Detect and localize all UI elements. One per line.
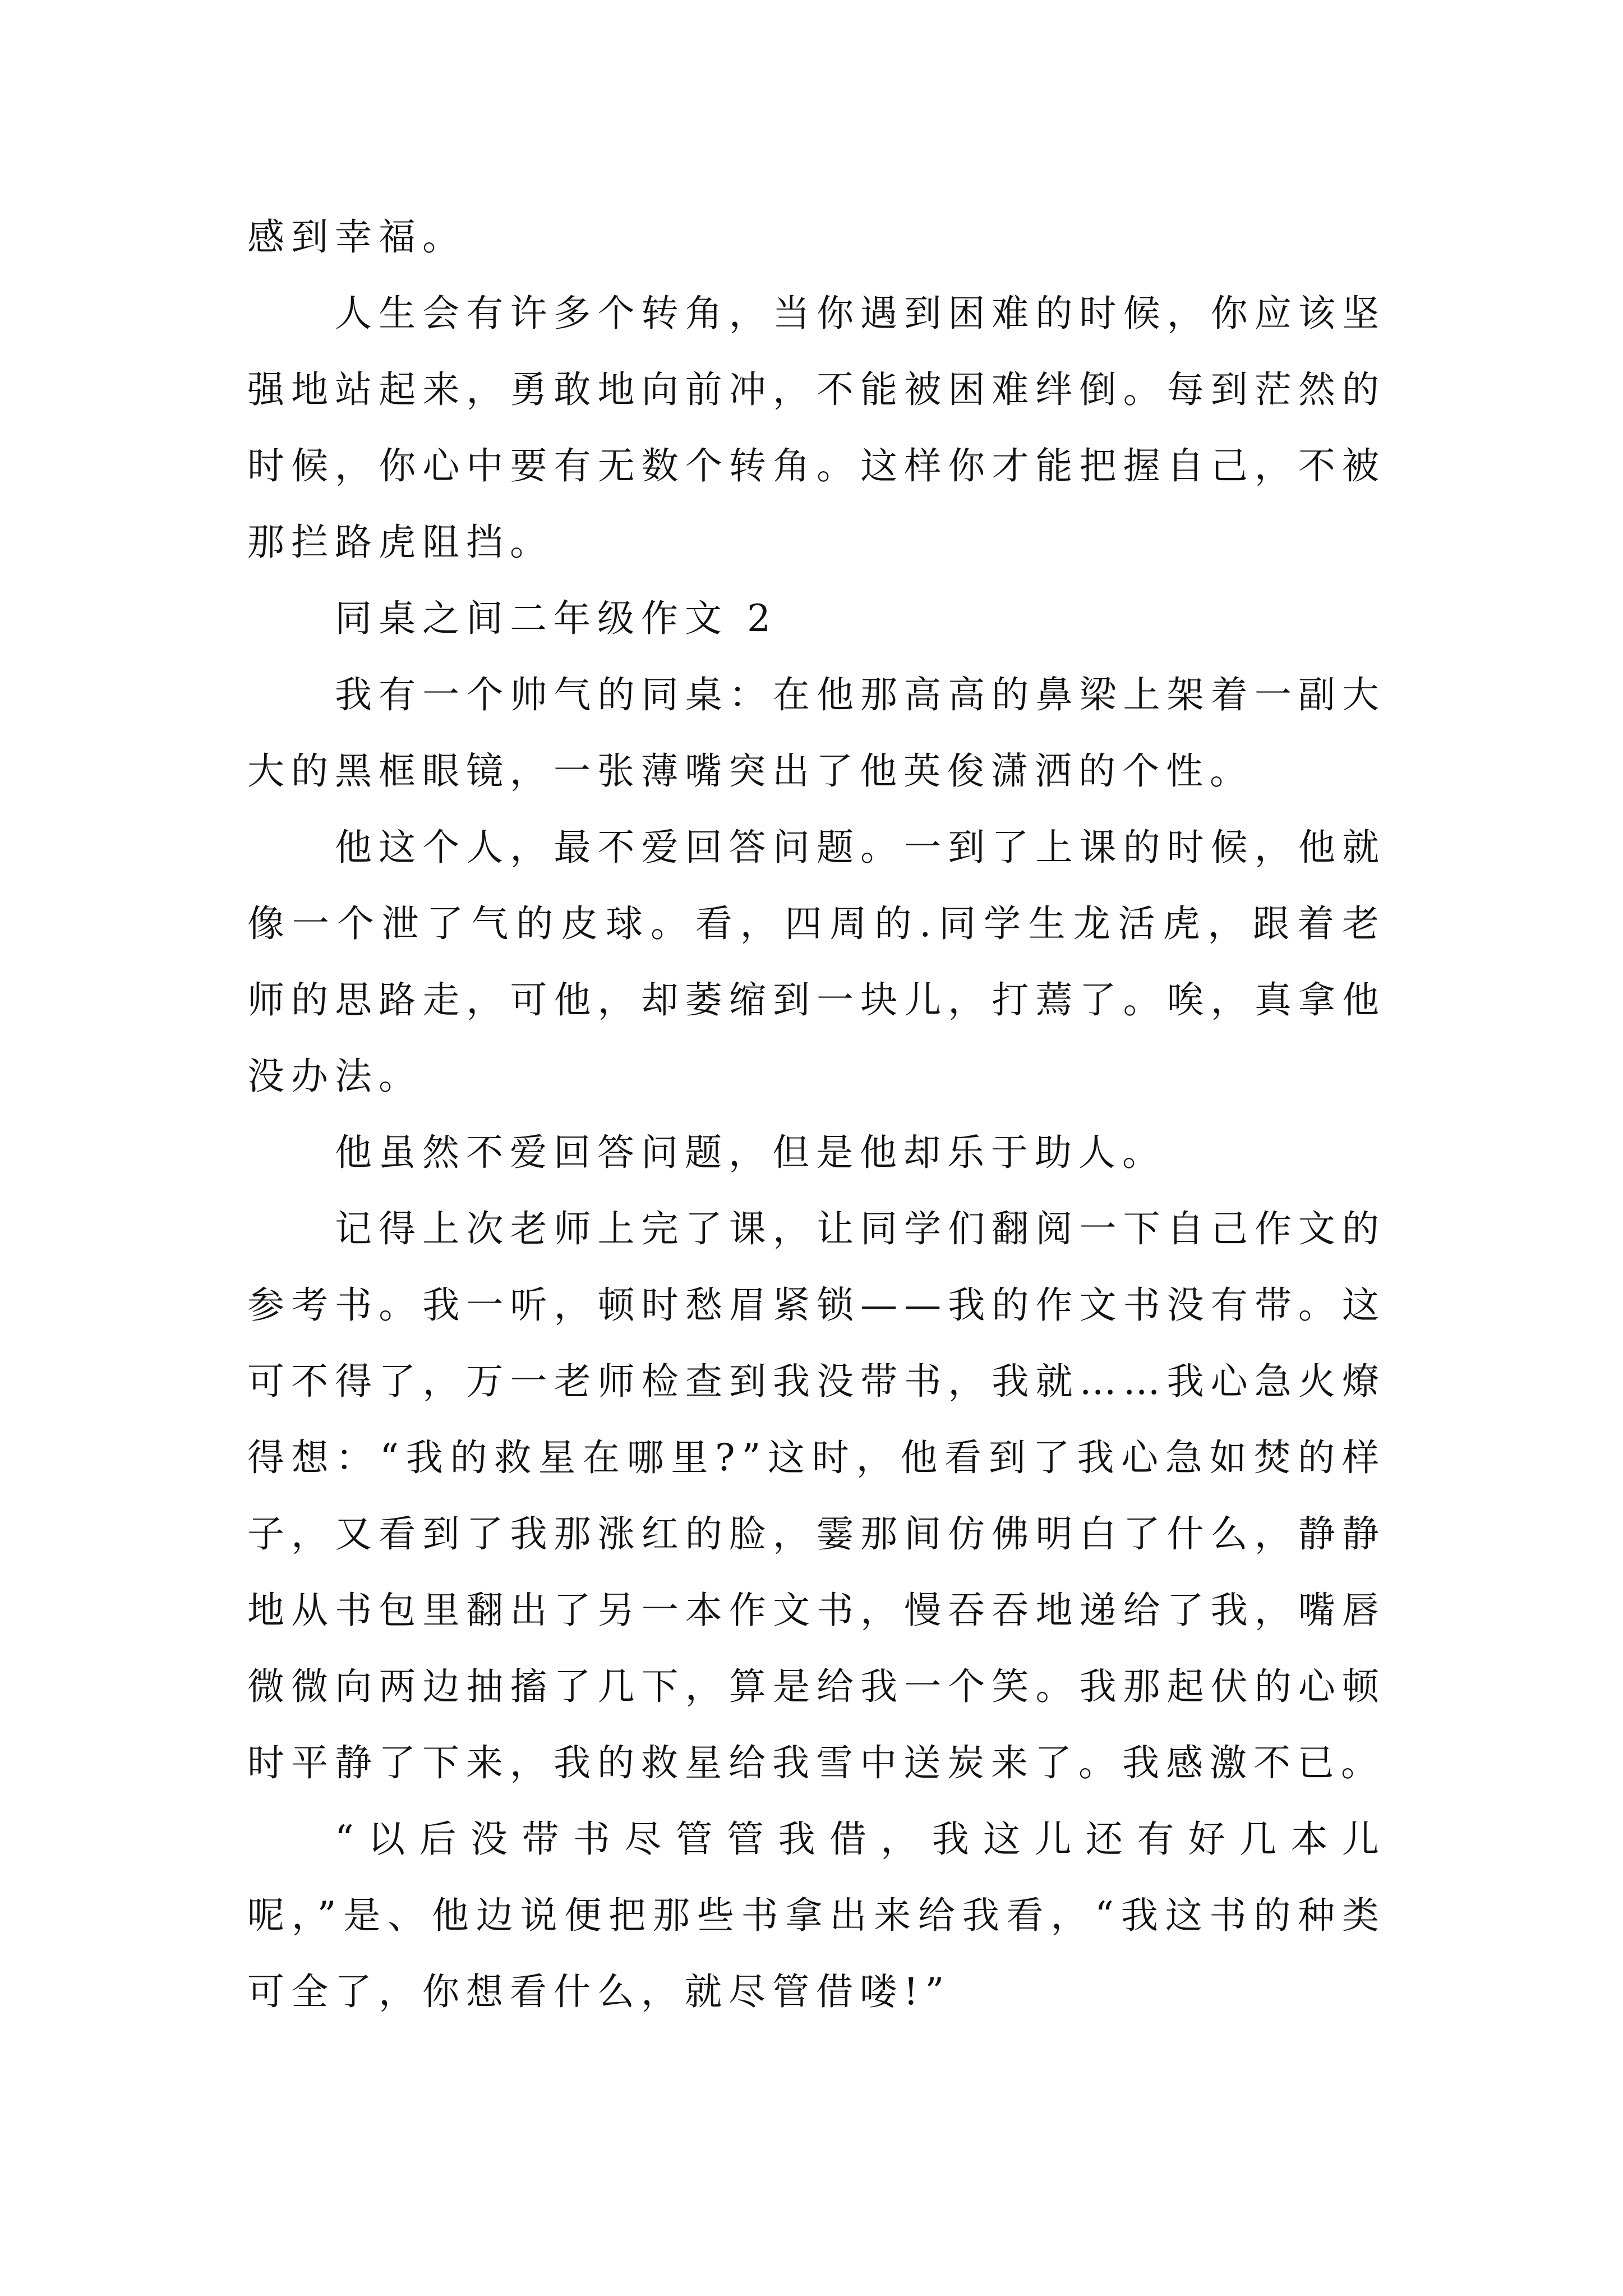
section-heading: 同桌之间二年级作文 2 [335,597,777,640]
paragraph-dialogue: “以后没带书尽管管我借，我这儿还有好几本儿呢，”是、他边说便把那些书拿出来给我看，“我这书的种类可全了，你想看什么，就尽管借喽!” [247,1818,1386,2013]
paragraph-class-behavior: 他这个人，最不爱回答问题。一到了上课的时候，他就像一个泄了气的皮球。看，四周的.同学生龙活虎，跟着老师的思路走，可他，却萎缩到一块儿，打蔫了。唉，真拿他没办法。 [247,826,1386,1098]
document-body [247,199,1386,2030]
paragraph-continuation: 感到幸福。 [247,215,466,259]
paragraph-story: 记得上次老师上完了课，让同学们翻阅一下自己作文的参考书。我一听，顿时愁眉紧锁——我的作文书没有带。这可不得了，万一老师检查到我没带书，我就……我心急火燎得想：“我的救星在哪里?”这时，他看到了我心急如焚的样子，又看到了我那涨红的脸，霎那间仿佛明白了什么，静静地从书包里翻出了另一本作文书，慢吞吞地递给了我，嘴唇微微向两边抽搐了几下，算是给我一个笑。我那起伏的心顿时平静了下来，我的救星给我雪中送炭来了。我感激不已。 [247,1207,1386,1784]
paragraph-helpful: 他虽然不爱回答问题，但是他却乐于助人。 [335,1131,1166,1174]
paragraph-deskmate-description: 我有一个帅气的同桌：在他那高高的鼻梁上架着一副大大的黑框眼镜，一张薄嘴突出了他英俊潇洒的个性。 [247,673,1386,793]
paragraph-turning-points: 人生会有许多个转角，当你遇到困难的时候，你应该坚强地站起来，勇敢地向前冲，不能被困难绊倒。每到茫然的时候，你心中要有无数个转角。这样你才能把握自己，不被那拦路虎阻挡。 [247,292,1386,564]
